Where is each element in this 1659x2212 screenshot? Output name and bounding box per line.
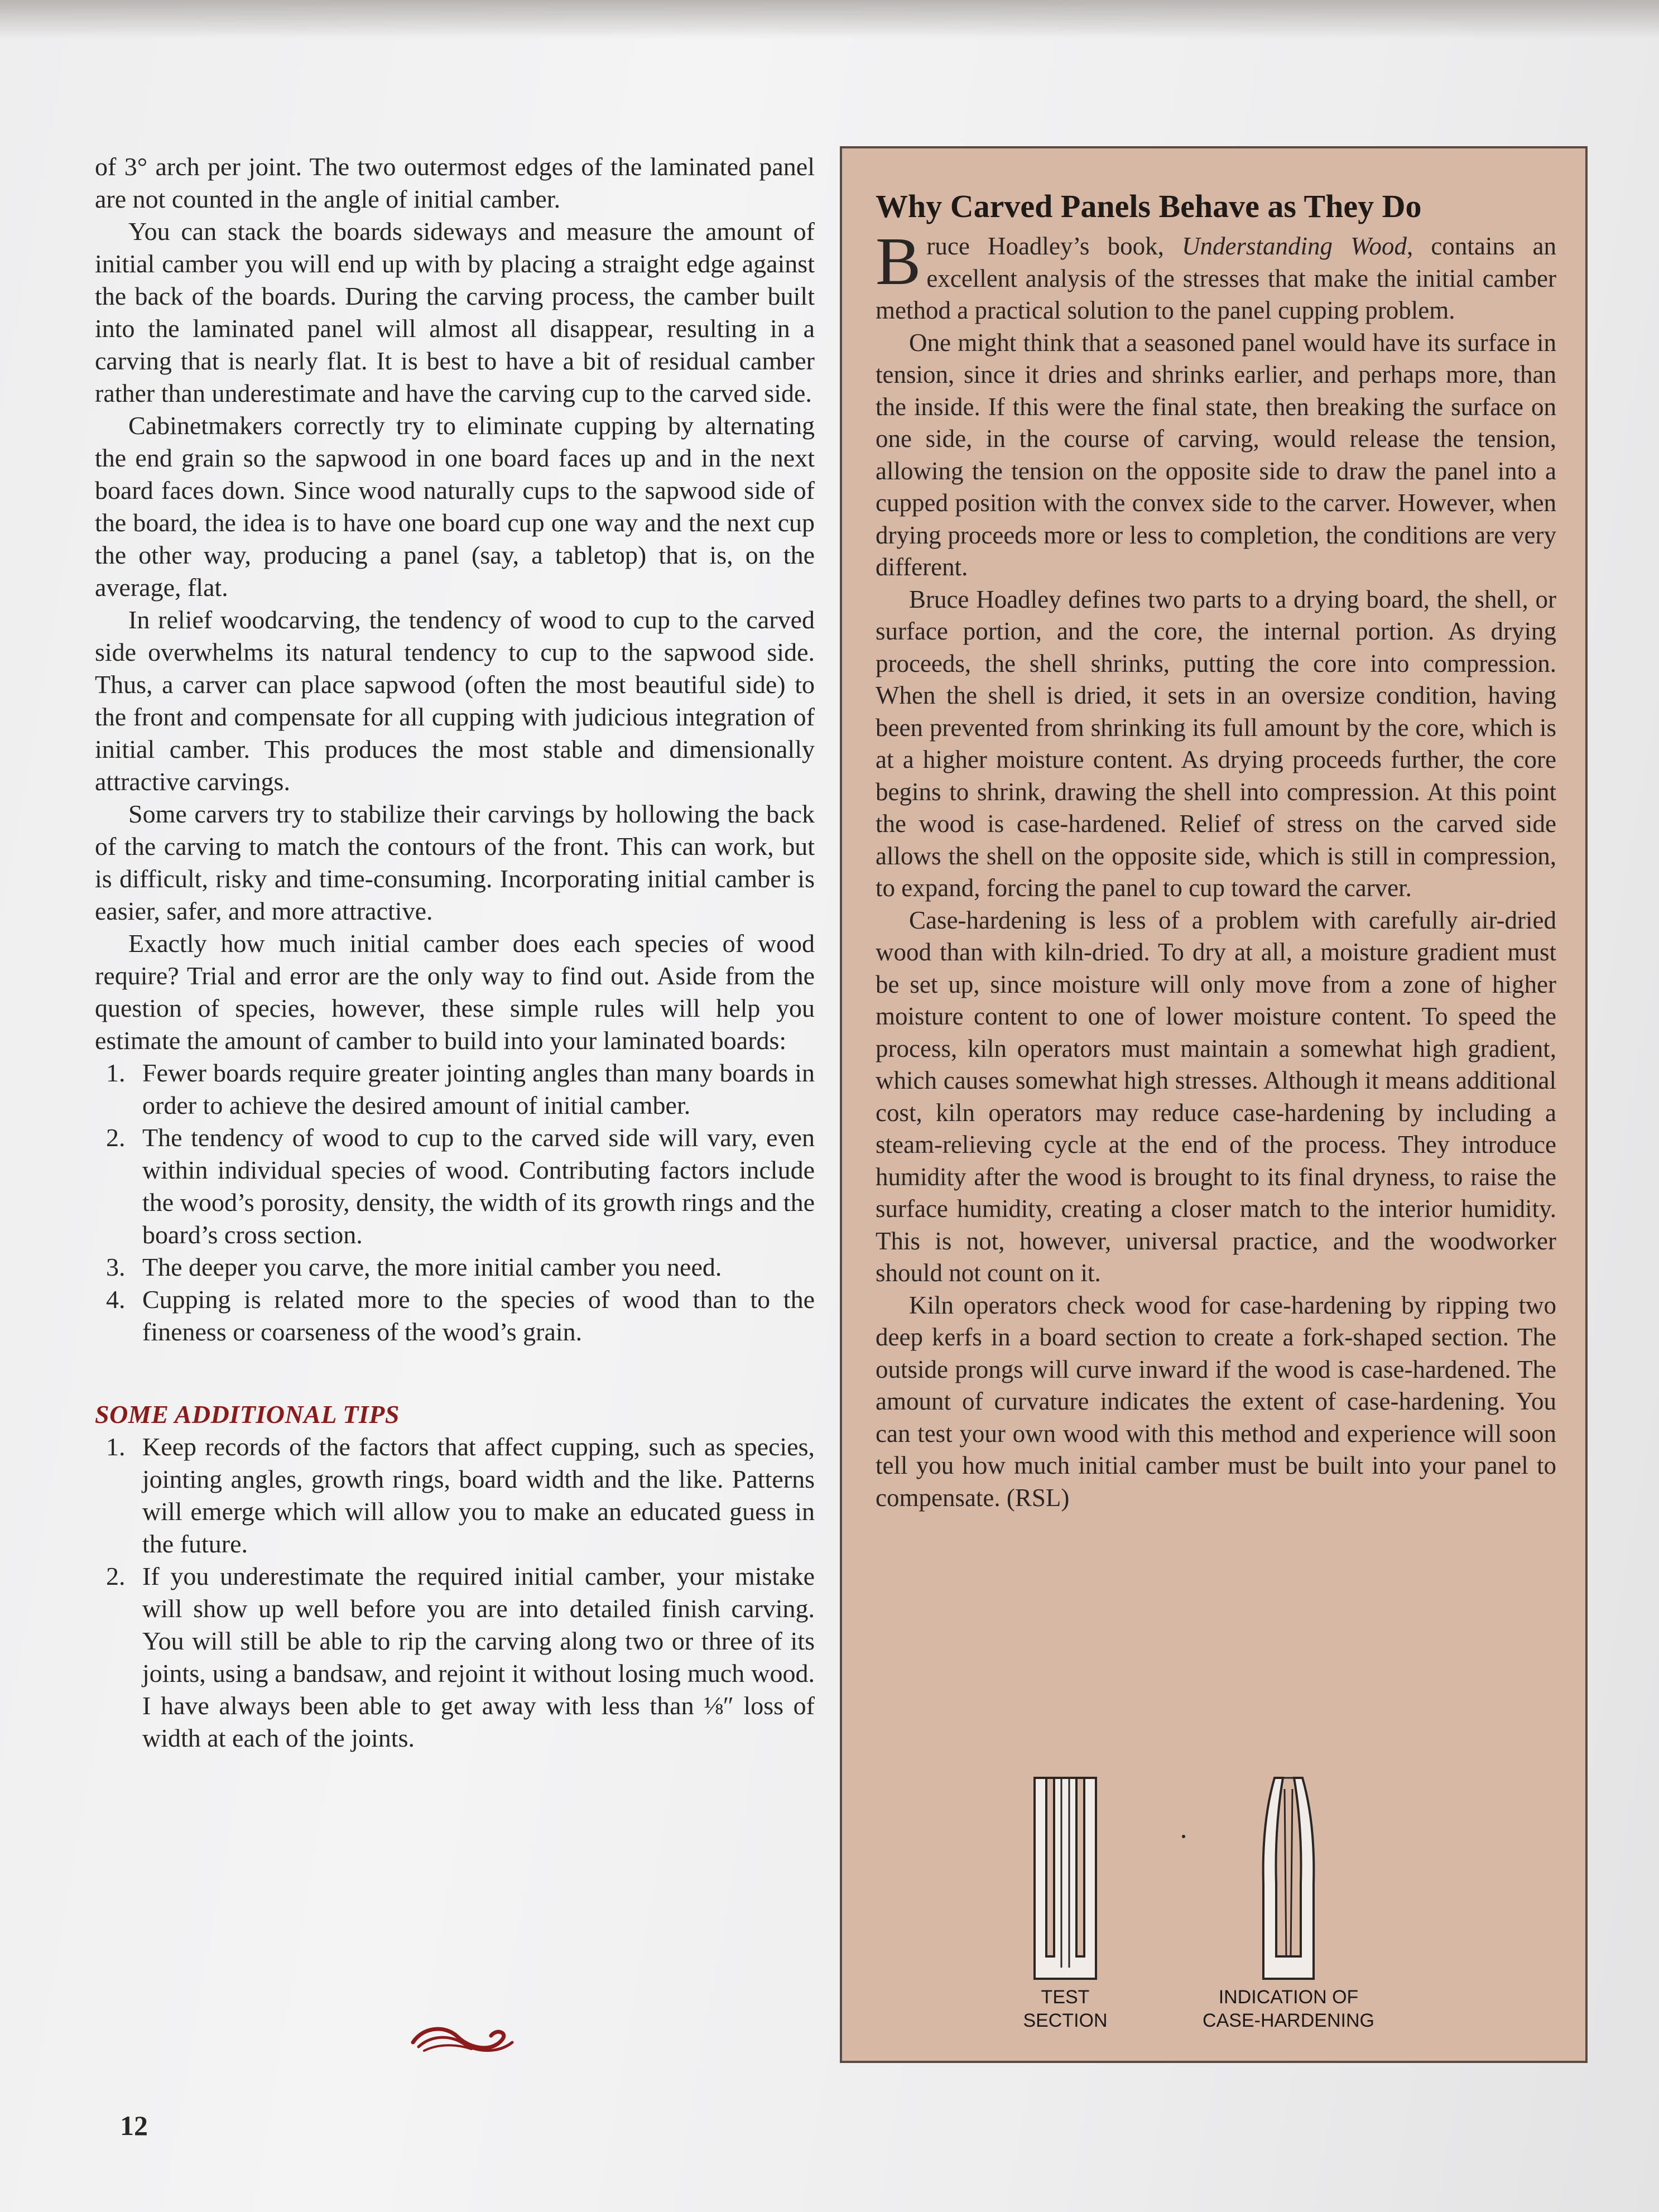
section-heading-tips: SOME ADDITIONAL TIPS [95,1400,400,1429]
paragraph: Cabinetmakers correctly try to eliminate cupping by alternating the end grain so the sapwood in one board faces up and in the next board faces down. Since wood naturally cups to the sapwood side of the board, the idea is to have one board cup one way and the next cup the other way, producing a panel (say, a tabletop) that is, on the average, flat. [95,411,815,602]
label-line: INDICATION OF [1218,1987,1359,2008]
page-number: 12 [120,2110,148,2141]
list-number: 1. [106,1432,126,1461]
main-text-column [95,151,815,1754]
list-number: 4. [106,1285,126,1314]
page-top-shadow [0,0,1659,39]
test-section-fork-icon [1035,1778,1096,1979]
paragraph: In relief woodcarving, the tendency of wood to cup to the carved side overwhelms its natural tendency to cup to the sapwood side. Thus, a carver can place sapwood (often the most beautiful side) to the front and compensate for all cupping with judicious integration of initial camber. This produces the most stable and dimensionally attractive carvings. [95,605,815,796]
tips-list [95,1431,815,1754]
case-hardening-fork-icon [1263,1778,1314,1979]
camber-rules-list [95,1057,815,1348]
list-number: 3. [106,1253,126,1281]
case-hardening-diagram [842,1756,1590,2031]
sidebar-title: Why Carved Panels Behave as They Do [876,188,1422,224]
sidebar-intro [876,224,1556,327]
list-item [95,1122,815,1251]
book-title: Understanding Wood [1181,232,1407,260]
list-text: The deeper you carve, the more initial camber you need. [142,1253,722,1281]
drop-cap: B [876,224,921,299]
intro-text: ruce Hoadley’s book, [926,232,1182,260]
paragraph: You can stack the boards sideways and measure the amount of initial camber you will end up with by placing a straight edge against the back of the boards. During the carving process, the camber built into the laminated panel will almost all disappear, resulting in a carving that is nearly flat. It is best to have a bit of residual camber rather than underestimate and have the carving cup to the carved side. [95,217,815,407]
label-test-section: TEST SECTION [1023,1987,1108,2031]
label-indication [1194,1985,1383,2032]
list-text: Fewer boards require greater jointing angles than many boards in order to achieve the desired amount of initial camber. [142,1059,815,1119]
sidebar-box [840,146,1588,2063]
paragraph: of 3° arch per joint. The two outermost edges of the laminated panel are not counted in the angle of initial camber. [95,152,815,213]
paragraph: Kiln operators check wood for case-hardening by ripping two deep kerfs in a board section to create a fork-shaped section. The outside prongs will curve inward if the wood is case-hardened. The amount of curvature indicates the extent of case-hardening. You can test your own wood with this method and experience will soon tell you how much initial camber must be built into your panel to compensate. (RSL) [876,1291,1556,1512]
paragraph: Case-hardening is less of a problem with carefully air-dried wood than with kiln-dried. To dry at all, a moisture gradient must be set up, since moisture will only move from a zone of higher moisture content to one of lower moisture content. To speed the process, kiln operators must maintain a somewhat high gradient, which causes somewhat high stresses. Although it means additional cost, kiln operators may reduce case-hardening by including a steam-relieving cycle at the end of the process. They introduce humidity after the wood is brought to its final dryness, to raise the surface humidity, creating a closer match to the interior humidity. This is not, however, universal practice, and the woodworker should not count on it. [876,906,1556,1287]
decorative-flourish-icon [407,2020,519,2059]
paragraph: Exactly how much initial camber does each species of wood require? Trial and error are the only way to find out. Aside from the question of species, however, these simple rules will help you estimate the amount of camber to build into your laminated boards: [95,929,815,1055]
diagram-drawing [842,1756,1590,2001]
paragraph: One might think that a seasoned panel would have its surface in tension, since it dries and shrinks earlier, and perhaps more, than the inside. If this were the final state, then breaking the surface on one side, in the course of carving, would release the tension, allowing the tension on the opposite side to draw the panel into a cupped position with the convex side to the carver. However, when drying proceeds more or less to completion, the conditions are very different. [876,328,1556,581]
list-number: 1. [106,1059,126,1087]
paragraph: Some carvers try to stabilize their carvings by hollowing the back of the carving to match the contours of the front. This can work, but is difficult, risky and time-consuming. Incorporating initial camber is easier, safer, and more attractive. [95,800,815,925]
list-text: Cupping is related more to the species of wood than to the fineness or coarseness of the wood’s grain. [142,1285,815,1346]
list-item [95,1431,815,1560]
paragraph: Bruce Hoadley defines two parts to a drying board, the shell, or surface portion, and the core, the internal portion. As drying proceeds, the shell shrinks, putting the core into compression. When the shell is dried, it sets in an oversize condition, having been prevented from shrinking its full amount by the core, which is at a higher moisture content. As drying proceeds further, the core begins to shrink, drawing the shell into compression. At this point the wood is case-hardened. Relief of stress on the carved side allows the shell on the opposite side, which is still in compression, to expand, forcing the panel to cup toward the carver. [876,585,1556,902]
list-text: Keep records of the factors that affect cupping, such as species, jointing angles, growth rings, board width and the like. Patterns will emerge which will allow you to make an educated guess in the future. [142,1432,815,1558]
list-item [95,1251,815,1283]
list-text: The tendency of wood to cup to the carved side will vary, even within individual species of wood. Contributing factors include the wood’s porosity, density, the width of its growth rings and the board’s cross section. [142,1123,815,1249]
list-number: 2. [106,1562,126,1590]
list-item [95,1057,815,1122]
list-item [95,1560,815,1754]
label-line: CASE-HARDENING [1203,2010,1374,2031]
list-text: If you underestimate the required initial camber, your mistake will show up well before you are into detailed finish carving. You will still be able to rip the carving along two or three of its joints, using a bandsaw, and rejoint it without losing much wood. I have always been able to get away with less than ⅛″ loss of width at each of the joints. [142,1562,815,1752]
dot-mark [1182,1835,1185,1838]
list-item [95,1283,815,1348]
list-number: 2. [106,1123,126,1152]
sidebar-text [876,185,1556,1514]
intro-text: , contains an excellent analysis of the stresses that make the initial camber method a practical solution to the panel cupping problem. [876,232,1556,324]
